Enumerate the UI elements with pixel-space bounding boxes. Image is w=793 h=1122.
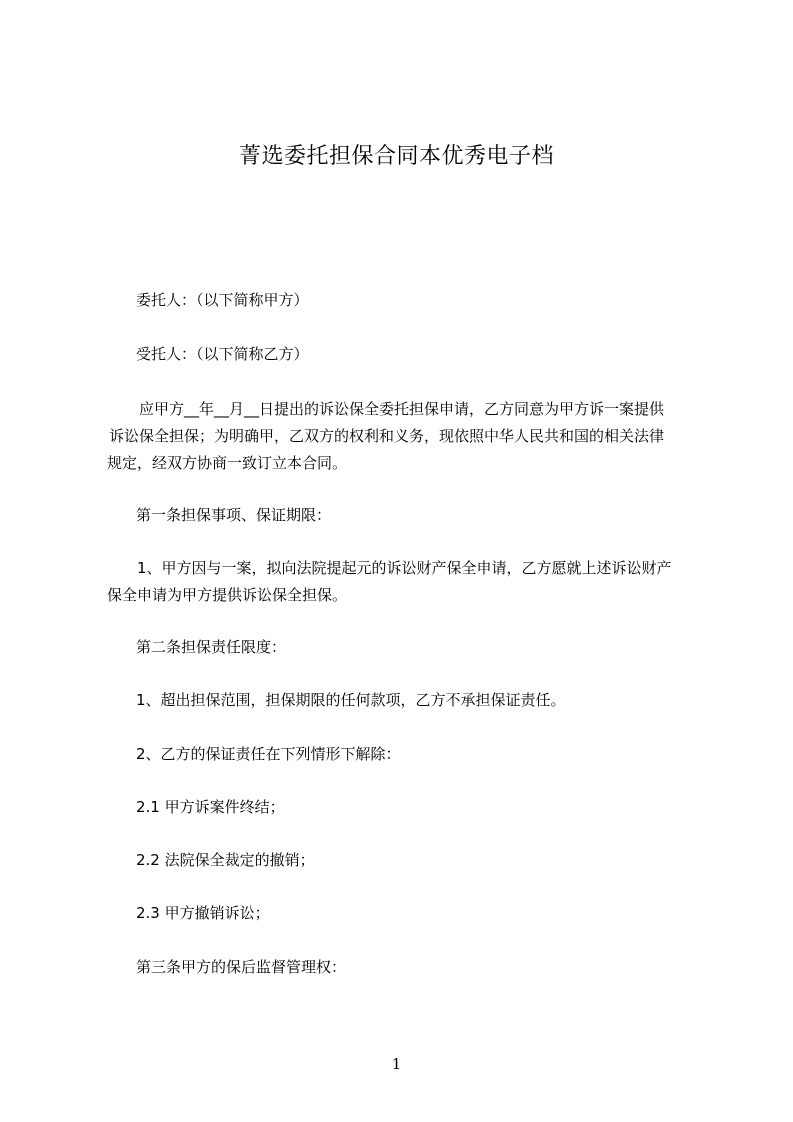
- principal-line: 委托人：（以下简称甲方）: [136, 291, 309, 309]
- article2-item2-1: 2.1 甲方诉案件终结；: [136, 798, 285, 816]
- article1-item1-paragraph: [107, 555, 712, 609]
- page-number: 1: [391, 1055, 402, 1073]
- article1-item1-line: 1、甲方因与一案，拟向法院提起元的诉讼财产保全申请，乙方愿就上述诉讼财产: [137, 559, 672, 577]
- article2-heading: 第二条担保责任限度：: [136, 638, 287, 656]
- preamble-line: 诉讼保全担保；为明确甲，乙双方的权利和义务，现依照中华人民共和国的相关法律: [109, 427, 665, 445]
- document-title: 菁选委托担保合同本优秀电子档: [238, 144, 554, 169]
- article2-item2: 2、乙方的保证责任在下列情形下解除：: [136, 745, 401, 763]
- article3-heading: 第三条甲方的保后监督管理权：: [136, 958, 347, 976]
- article2-item1: 1、超出担保范围，担保期限的任何款项，乙方不承担保证责任。: [136, 691, 566, 709]
- article2-item2-2: 2.2 法院保全裁定的撤销；: [136, 851, 315, 869]
- article2-item2-3: 2.3 甲方撤销诉讼；: [136, 904, 270, 922]
- preamble-line: 应甲方__年__月__日提出的诉讼保全委托担保申请，乙方同意为甲方诉一案提供: [139, 400, 665, 418]
- article1-heading: 第一条担保事项、保证期限：: [136, 506, 332, 524]
- article1-item1-line: 保全申请为甲方提供诉讼保全担保。: [107, 586, 348, 604]
- agent-line: 受托人：（以下简称乙方）: [136, 345, 309, 363]
- preamble-paragraph: [107, 396, 712, 477]
- preamble-line: 规定，经双方协商一致订立本合同。: [107, 454, 348, 472]
